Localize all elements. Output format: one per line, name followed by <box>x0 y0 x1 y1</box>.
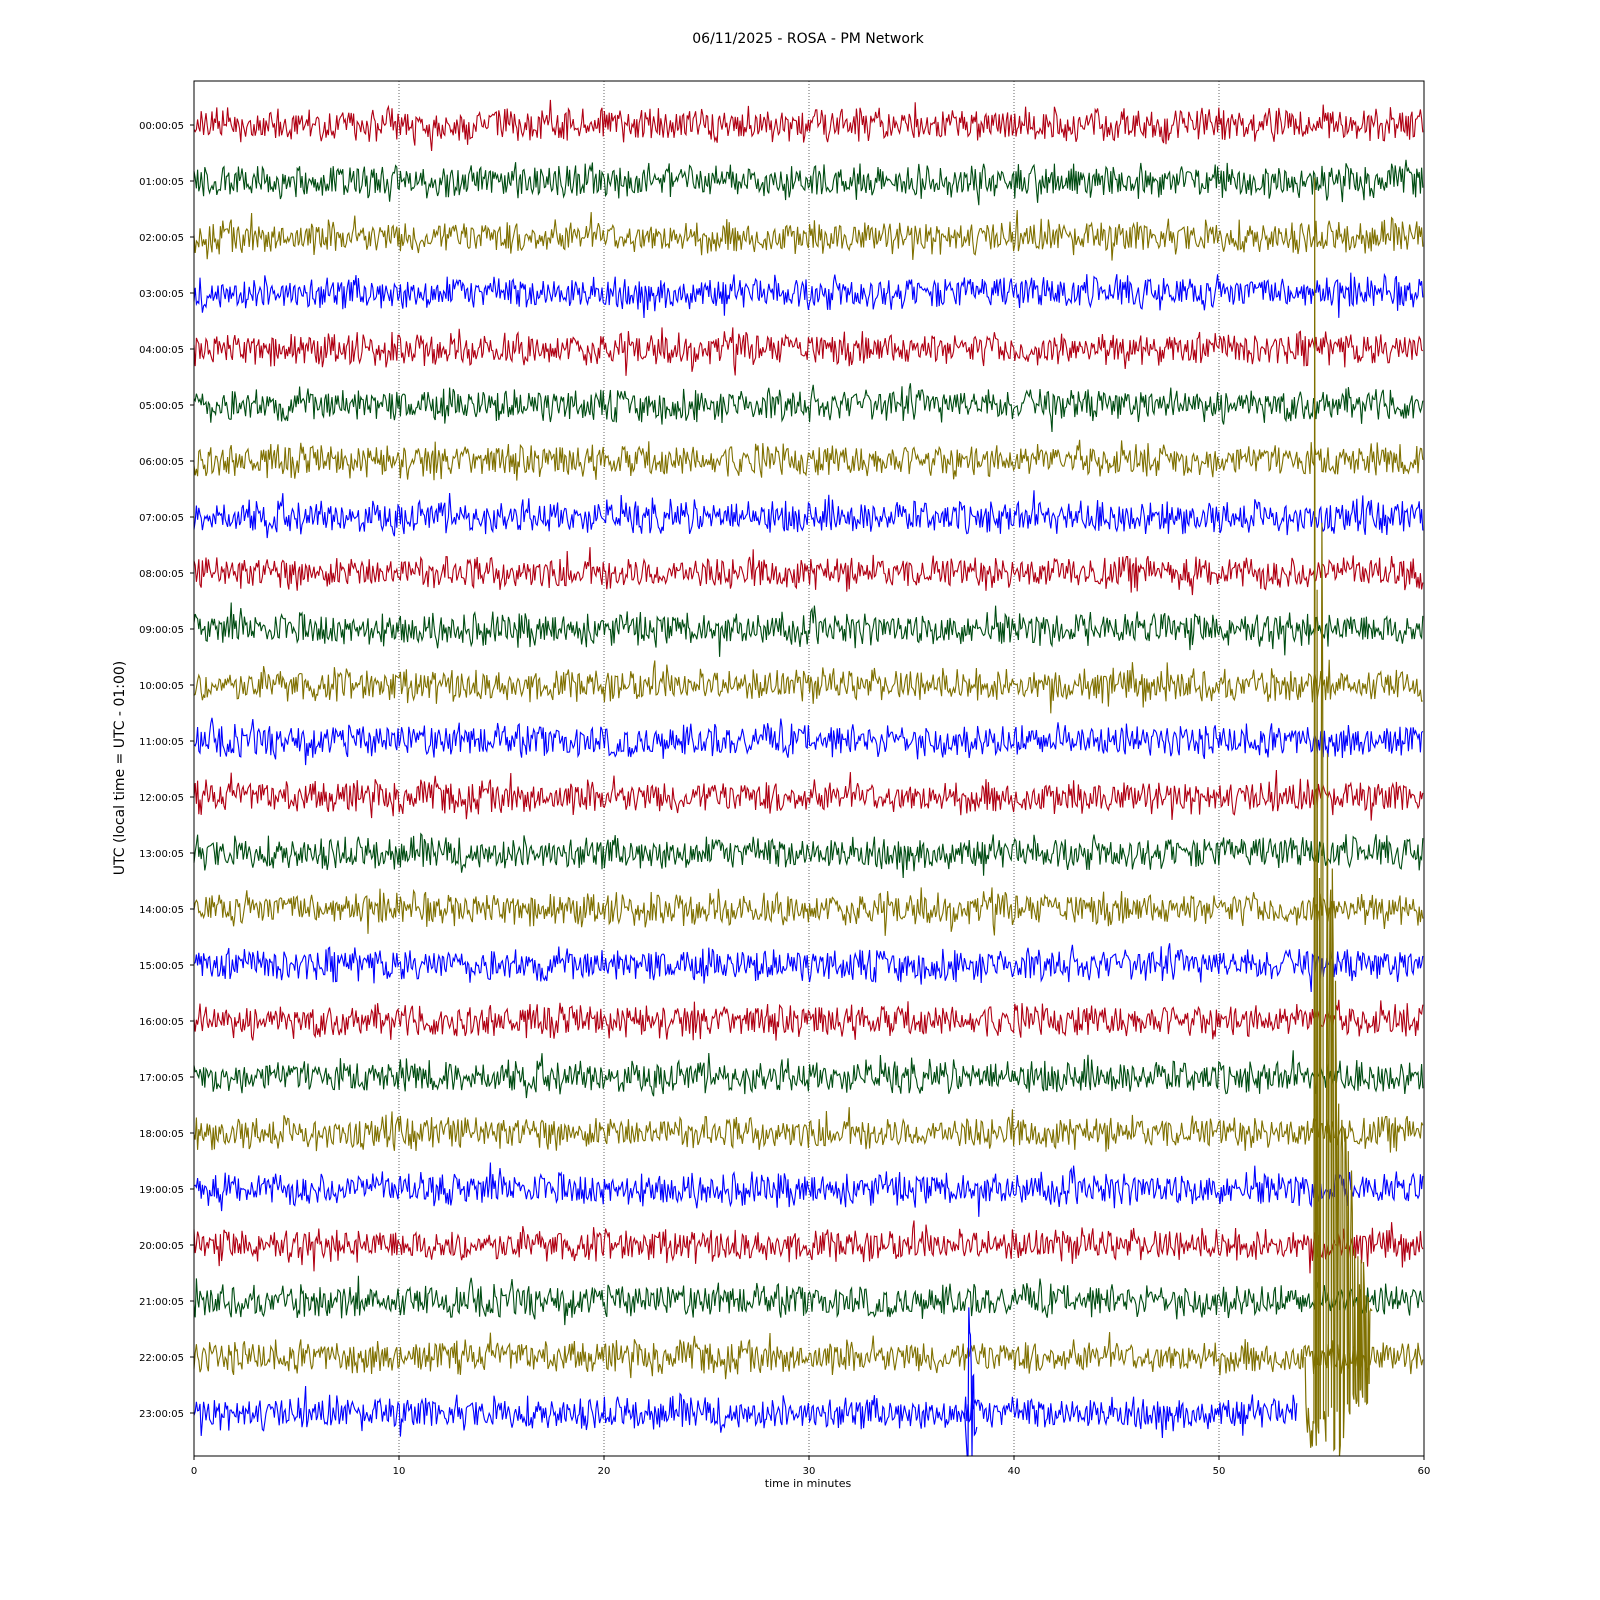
trace-12-00-05 <box>194 770 1423 821</box>
trace-05-00-05 <box>194 383 1423 432</box>
x-tick-label: 40 <box>1007 1466 1021 1477</box>
y-tick-label: 23:00:05 <box>139 1409 184 1420</box>
y-tick-label: 17:00:05 <box>139 1073 184 1084</box>
trace-00-00-05 <box>194 100 1423 151</box>
x-axis-label: time in minutes <box>764 1477 852 1490</box>
trace-22-00-05 <box>194 1332 1423 1379</box>
y-tick-label: 08:00:05 <box>139 569 184 580</box>
x-tick-label: 60 <box>1417 1466 1431 1477</box>
y-tick-label: 04:00:05 <box>139 345 184 356</box>
y-tick-label: 20:00:05 <box>139 1241 184 1252</box>
trace-07-00-05 <box>194 490 1423 538</box>
trace-16-00-05 <box>194 1000 1423 1041</box>
trace-02-00-05 <box>194 210 1423 261</box>
y-tick-label: 22:00:05 <box>139 1353 184 1364</box>
event-trace-local <box>965 1307 977 1456</box>
trace-18-00-05 <box>194 1107 1423 1152</box>
y-tick-label: 12:00:05 <box>139 793 184 804</box>
trace-17-00-05 <box>194 1050 1423 1098</box>
trace-11-00-05 <box>194 718 1423 765</box>
x-tick-label: 10 <box>392 1466 406 1477</box>
x-tick-label: 20 <box>597 1466 611 1477</box>
y-tick-label: 03:00:05 <box>139 289 184 300</box>
trace-layer <box>194 100 1423 1456</box>
trace-15-00-05 <box>194 943 1423 992</box>
trace-10-00-05 <box>194 660 1423 714</box>
trace-04-00-05 <box>194 327 1423 376</box>
trace-13-00-05 <box>194 834 1423 878</box>
y-axis-label: UTC (local time = UTC - 01:00) <box>112 660 128 876</box>
trace-06-00-05 <box>194 440 1423 481</box>
y-tick-label: 05:00:05 <box>139 401 184 412</box>
y-tick-label: 19:00:05 <box>139 1185 184 1196</box>
chart-title: 06/11/2025 - ROSA - PM Network <box>692 31 924 47</box>
event-trace-large <box>1305 178 1372 1456</box>
trace-09-00-05 <box>194 603 1423 657</box>
y-tick-label: 21:00:05 <box>139 1297 184 1308</box>
y-tick-label: 10:00:05 <box>139 681 184 692</box>
y-tick-label: 09:00:05 <box>139 625 184 636</box>
trace-23-00-05 <box>194 1386 1297 1438</box>
y-tick-label: 00:00:05 <box>139 121 184 132</box>
x-tick-label: 30 <box>802 1466 816 1477</box>
y-tick-label: 16:00:05 <box>139 1017 184 1028</box>
trace-01-00-05 <box>194 160 1423 205</box>
trace-03-00-05 <box>194 273 1423 318</box>
y-tick-label: 07:00:05 <box>139 513 184 524</box>
trace-20-00-05 <box>194 1221 1423 1274</box>
x-tick-labels <box>191 1456 1431 1477</box>
x-tick-label: 0 <box>190 1466 198 1477</box>
y-tick-label: 15:00:05 <box>139 961 184 972</box>
x-tick-label: 50 <box>1212 1466 1226 1477</box>
y-tick-label: 18:00:05 <box>139 1129 184 1140</box>
trace-21-00-05 <box>194 1276 1423 1325</box>
y-tick-label: 11:00:05 <box>139 737 184 748</box>
trace-14-00-05 <box>194 887 1423 936</box>
trace-19-00-05 <box>194 1163 1423 1217</box>
y-tick-label: 14:00:05 <box>139 905 184 916</box>
y-tick-label: 13:00:05 <box>139 849 184 860</box>
y-tick-label: 01:00:05 <box>139 177 184 188</box>
y-tick-label: 02:00:05 <box>139 233 184 244</box>
trace-08-00-05 <box>194 547 1423 595</box>
y-tick-label: 06:00:05 <box>139 457 184 468</box>
y-tick-labels <box>139 121 194 1420</box>
